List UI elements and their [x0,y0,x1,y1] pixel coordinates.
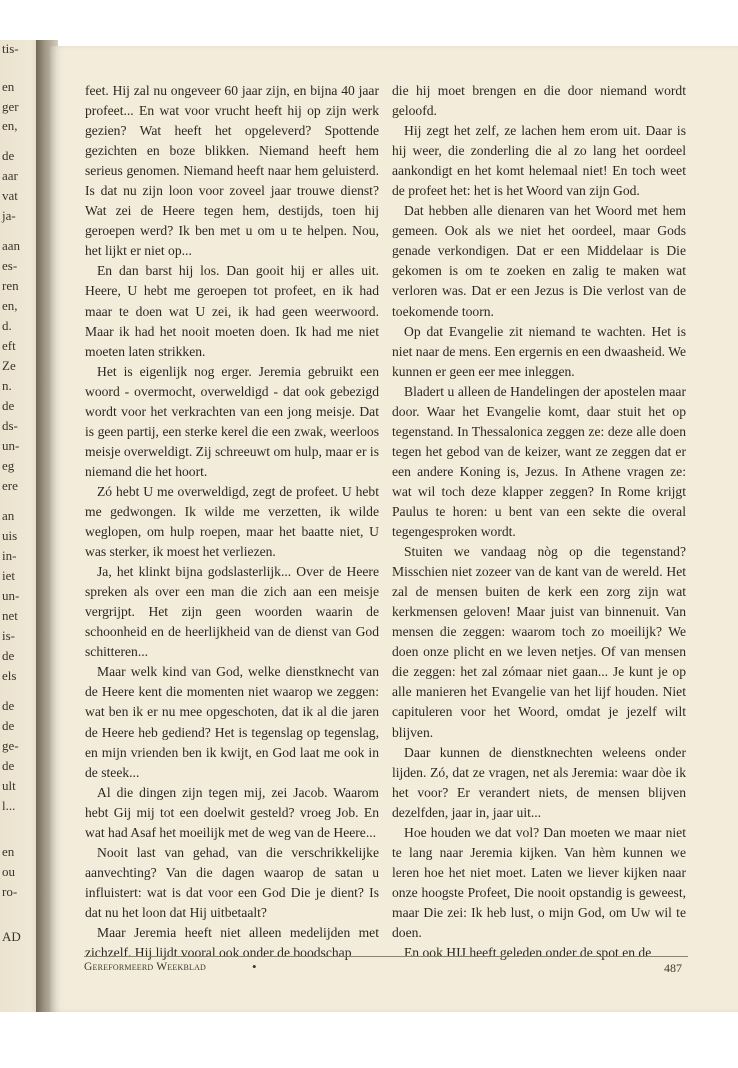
left-page-fragment: in- [2,548,17,563]
left-page-fragment: ja- [2,208,16,223]
paragraph: Op dat Evangelie zit niemand te wachten. Het is niet naar de mens. Een ergernis en een dwaasheid. We kunnen er geen eer mee inleggen. [392,323,686,379]
left-page-fragment: de [2,148,15,163]
left-page-fragment: de [2,398,15,413]
left-page-fragment: en [2,844,15,859]
left-page-fragment: un- [2,588,20,603]
paragraph: die hij moet brengen en die door niemand wordt geloofd. [392,83,686,119]
paragraph: Maar Jeremia heeft niet alleen medelijden met zichzelf. Hij lijdt vooral ook onder de boodschap [85,924,379,961]
paragraph: feet. Hij zal nu ongeveer 60 jaar zijn, en bijna 40 jaar profeet... En wat voor vrucht heeft hij op zijn werk gezien? Wat heeft het opgeleverd? Spottende gezichten en boze blikken. Niemand heeft hem serieus genomen. Niemand heeft naar hem geluisterd. Is dat nu zijn loon voor zoveel jaar trouwe dienst? Wat zei de Heere tegen hem, destijds, toen hij geroepen werd? Ik ben met u om u te helpen. Nou, het lijkt er niet op... [85,83,379,259]
left-page-fragment: ro- [2,884,18,899]
page-footer [84,956,688,977]
paragraph: Zó hebt U me overweldigd, zegt de profeet. U hebt me gedwongen. Ik wilde me verzetten, ik wilde weglopen, om hulp roepen, maar het baatte niet, U was sterker, ik moest het verliezen. [85,483,379,560]
publication-name: Gereformeerd Weekblad [84,961,207,973]
left-page-fragment: en, [2,118,18,133]
left-page-fragment: uis [2,528,18,543]
left-page-fragment: ge- [2,738,19,753]
paragraph: Al die dingen zijn tegen mij, zei Jacob. Waarom hebt Gij mij tot een doelwit gesteld? vroeg Job. En wat had Asaf het moeilijk met de weg van de Heere... [85,784,379,840]
paragraph: En dan barst hij los. Dan gooit hij er alles uit. Heere, U hebt me geroepen tot profeet, en ik had maar te doen wat U zei, ik had geen weerwoord. Maar ik had het nooit moeten doen. Ik had me niet moeten laten strikken. [85,263,379,359]
paragraph: Bladert u alleen de Handelingen der apostelen maar door. Waar het Evangelie komt, daar stuit het op tegenstand. In Thessalonica zeggen ze: deze alle doen tegen het gebod van de keizer, want ze zeggen dat er een andere Koning is, Jezus. In Athene vragen ze: wat wil toch deze klapper zeggen? In Rome krijgt Paulus te horen: u bent van een sekte die overal tegengesproken wordt. [392,383,686,540]
left-page-fragment: en, [2,298,18,313]
left-page-fragment: d. [2,318,12,333]
left-page-fragment: ds- [2,418,18,433]
left-page-fragment: Ze [2,358,16,373]
left-page-fragment: de [2,698,15,713]
left-page-fragment: aan [2,238,21,253]
left-page-fragment: es- [2,258,18,273]
left-page-fragment: de [2,648,15,663]
page-number: 487 [664,961,682,975]
left-page-fragment: n. [2,378,12,393]
left-page-fragment: un- [2,438,20,453]
left-page-fragment: an [2,508,15,523]
paragraph: Het is eigenlijk nog erger. Jeremia gebruikt een woord - overmocht, overweldigd - dat ook gebezigd wordt voor het verkrachten van een jong meisje. Dat is geen partij, een sterke kerel die een zwak, weerloos meisje overweldigt. Zij schreeuwt om hulp, maar er is niemand die het hoort. [85,363,379,479]
left-page-fragment: eg [2,458,15,473]
paragraph: Daar kunnen de dienstknechten weleens onder lijden. Zó, dat ze vragen, net als Jeremia: waar dòe ik het voor? Er verandert niets, de mensen blijven dezelfden, jaar in, jaar uit... [392,744,686,820]
left-page-fragment: de [2,718,15,733]
paragraph: Hoe houden we dat vol? Dan moeten we maar niet te lang naar Jeremia kijken. Van hèm kunnen we leren hoe het niet moet. Laten we liever kijken naar onze hoogste Profeet, Die nooit opstandig is geweest, maar Die zei: Ik heb lust, o mijn God, om Uw wil te doen. [392,824,686,940]
paragraph: Ja, het klinkt bijna godslasterlijk... Over de Heere spreken als over een man die zich aan een meisje vergrijpt. Het zijn geen woorden waarin de schoonheid en de heerlijkheid van de dienst van God schitteren... [85,564,379,660]
left-page-fragment: vat [2,188,18,203]
paragraph: Maar welk kind van God, welke dienstknecht van de Heere kent die momenten niet waarop we zeggen: wat ben ik er nu mee opgeschoten, dat ik al die jaren de Heere heb gediend? Het is tegenslag op tegenslag, en mijn vrienden ben ik kwijt, en God laat me ook in de steek... [85,664,379,780]
left-page-fragment: is- [2,628,15,643]
footer-separator: • [252,959,257,974]
left-page-fragment: de [2,758,15,773]
left-page-fragment: ult [2,778,16,793]
left-page-fragment: ren [2,278,19,293]
left-page-fragment: AD [2,929,21,944]
left-page-fragment: els [2,668,17,683]
left-page-fragment: net [2,608,18,623]
paragraph: Stuiten we vandaag nòg op die tegenstand? Misschien niet zozeer van de kant van de wereld. Het zal de mensen buiten de kerk een zorg zijn wat kerkmensen geloven! Maar juist van binnenuit. Van mensen die zeggen: waarom toch zo moeilijk? We doen onze plicht en we leven netjes. Of van mensen die zeggen: het zal zómaar niet gaan... Je kunt je op alle manieren het Evangelie van het lijf houden. Niet capituleren voor het Woord, omdat je jezelf wilt blijven. [392,544,686,740]
left-page-fragment: aar [2,168,18,183]
left-page-fragment: ou [2,864,15,879]
left-page-fragment: eft [2,338,16,353]
left-page-fragment: en [2,79,15,94]
text-column-right [392,81,686,963]
left-page-fragment: iet [2,568,15,583]
left-page-fragment: l... [2,798,16,813]
paragraph: Dat hebben alle dienaren van het Woord met hem gemeen. Ook als we niet het oordeel, maar Gods genade verkondigen. Dat er een Middelaar is Die gekomen is om te zoeken en zalig te maken wat verloren was. Dat er een Jezus is Die verlost van de toekomende toorn. [392,203,686,319]
left-page-fragment: ere [2,478,18,493]
paragraph: Nooit last van gehad, van die verschrikkelijke aanvechting? Van die dagen waarop de satan u influistert: wat is dat voor een God Die je dient? Is dat nu het loon dat Hij uitbetaalt? [85,844,379,920]
text-column-left [85,81,379,963]
paragraph: En ook HIJ heeft geleden onder de spot en de [404,945,652,961]
left-page-fragment: ger [2,99,19,114]
paragraph: Hij zegt het zelf, ze lachen hem erom uit. Daar is hij weer, die zonderling die al zo lang het oordeel aankondigt en het komt helemaal niet! En toch weet de profeet het: het is het Woord van zijn God. [392,123,686,199]
left-page-fragment: tis- [2,41,19,56]
